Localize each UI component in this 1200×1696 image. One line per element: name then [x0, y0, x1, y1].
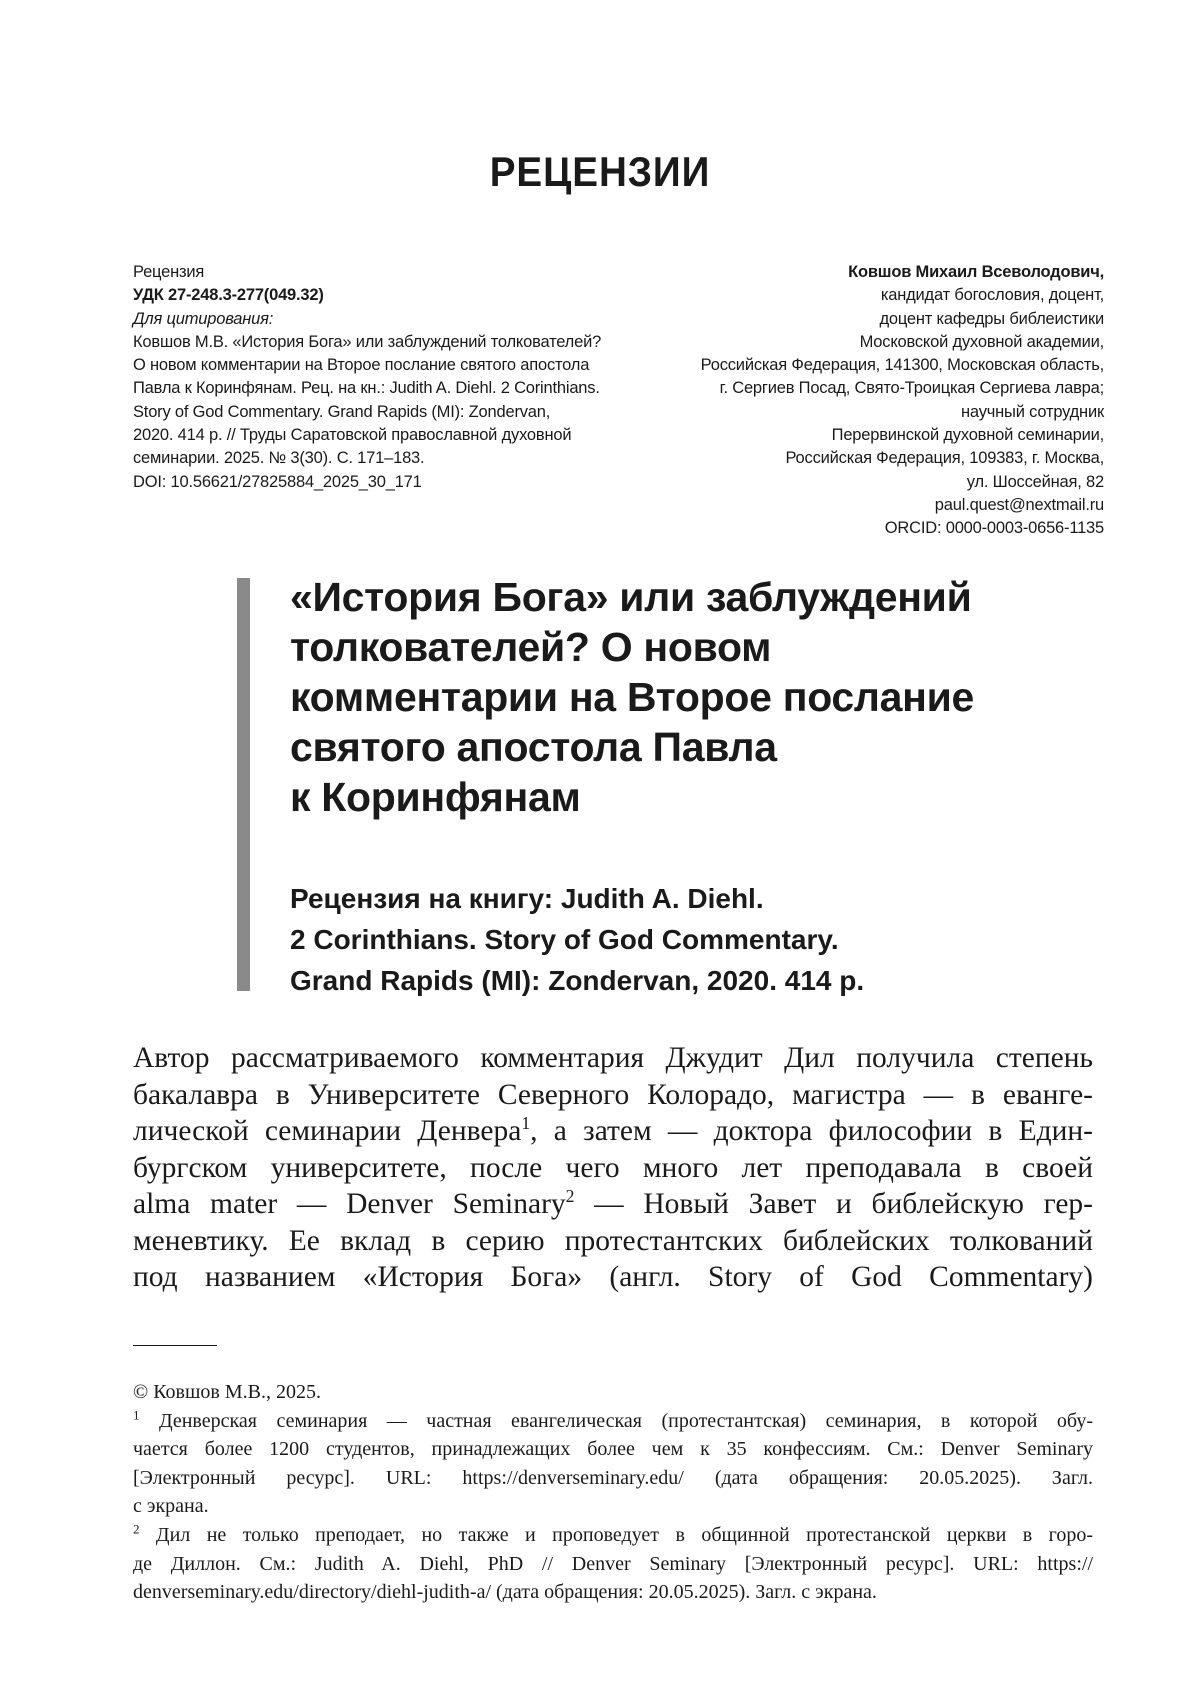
reviewed-book-line: Grand Rapids (MI): Zondervan, 2020. 414 p. [290, 965, 865, 996]
body-line: под названием «История Бога» (англ. Story of God Commentary) [133, 1261, 1093, 1293]
title-accent-bar [237, 578, 250, 991]
author-line: г. Сергиев Посад, Свято-Троицкая Сергиева лавра; [719, 379, 1104, 398]
udk-code: УДК 27-248.3-277(049.32) [133, 286, 324, 305]
title-line: к Коринфянам [290, 774, 581, 820]
citation-line: Павла к Коринфянам. Рец. на кн.: Judith A. Diehl. 2 Corinthians. [133, 379, 600, 398]
body-fragment: — Новый Завет и библейскую гер- [574, 1188, 1093, 1220]
body-line: меневтику. Ее вклад в серию протестантских библейских толкований [133, 1224, 1093, 1257]
author-email[interactable]: paul.quest@nextmail.ru [934, 495, 1104, 514]
footnote-divider [133, 1345, 217, 1346]
author-line: научный сотрудник [961, 402, 1104, 421]
body-line [133, 1186, 1093, 1223]
author-orcid: ORCID: 0000-0003-0656-1135 [884, 519, 1104, 538]
body-text [133, 1040, 1093, 1296]
author-line: кандидат богословия, доцент, [880, 286, 1104, 305]
footnote-2-line: denverseminary.edu/directory/diehl-judith-a/ (дата обращения: 20.05.2025). Загл. с экрана. [133, 1581, 877, 1604]
body-fragment: alma mater — Denver Seminary [133, 1188, 566, 1220]
citation-line: Story of God Commentary. Grand Rapids (MI): Zondervan, [133, 402, 551, 421]
article-type: Рецензия [133, 263, 205, 281]
citation-block [133, 261, 643, 494]
footnote-1-mark: 1 [133, 1406, 140, 1422]
author-line: Российская Федерация, 109383, г. Москва, [785, 449, 1104, 468]
citation-label: Для цитирования: [133, 309, 274, 328]
body-line: Автор рассматриваемого комментария Джудит Дил получила степень [133, 1042, 1093, 1074]
footnotes [133, 1378, 1093, 1607]
citation-line: 2020. 414 p. // Труды Саратовской православной духовной [133, 426, 572, 445]
section-title: РЕЦЕНЗИИ [489, 148, 711, 195]
doi: DOI: 10.56621/27825884_2025_30_171 [133, 472, 422, 491]
footnote-1-line: с экрана. [133, 1495, 209, 1518]
footnote-2-line [133, 1521, 1093, 1550]
title-line: святого апостола Павла [290, 724, 777, 770]
footnote-ref-2[interactable]: 2 [565, 1186, 575, 1207]
body-line [133, 1113, 1093, 1150]
author-line: Перервинской духовной семинарии, [831, 426, 1104, 445]
citation-line: семинарии. 2025. № 3(30). С. 171–183. [133, 449, 425, 468]
author-line: Московской духовной академии, [859, 332, 1104, 351]
author-line: доцент кафедры библеистики [879, 309, 1104, 328]
body-fragment: , а затем — доктора философии в Един- [530, 1115, 1093, 1147]
author-name: Ковшов Михаил Всеволодович, [848, 263, 1104, 281]
author-block [584, 261, 1104, 541]
footnote-ref-1[interactable]: 1 [521, 1113, 531, 1134]
footnote-2-line: де Диллон. См.: Judith A. Diehl, PhD // Denver Seminary [Электронный ресурс]. URL: https:// [133, 1552, 1093, 1575]
title-line: комментарии на Второе послание [290, 674, 975, 720]
reviewed-book [290, 878, 1120, 1001]
footnote-1-line: чается более 1200 студентов, принадлежащих более чем к 35 конфессиям. См.: Denver Seminary [133, 1438, 1093, 1461]
body-fragment: лической семинарии Денвера [133, 1115, 522, 1147]
title-line: «История Бога» или заблуждений [290, 574, 972, 620]
copyright: © Ковшов М.В., 2025. [133, 1381, 321, 1403]
reviewed-book-line: 2 Corinthians. Story of God Commentary. [290, 924, 839, 955]
footnote-1-text: Денверская семинария — частная евангелическая (протестантская) семинария, в которой обу- [139, 1409, 1093, 1432]
article-title [290, 572, 1120, 822]
footnote-2-mark: 2 [133, 1521, 140, 1537]
reviewed-book-line: Рецензия на книгу: Judith A. Diehl. [290, 883, 764, 914]
body-line: бургском университете, после чего много лет преподавала в своей [133, 1151, 1093, 1184]
citation-line: О новом комментарии на Второе послание святого апостола [133, 356, 590, 375]
author-line: Российская Федерация, 141300, Московская область, [700, 356, 1104, 375]
title-line: толкователей? О новом [290, 624, 772, 670]
author-line: ул. Шоссейная, 82 [966, 472, 1104, 491]
footnote-1-line [133, 1407, 1093, 1436]
body-line: бакалавра в Университете Северного Колорадо, магистра — в еванге- [133, 1078, 1093, 1111]
footnote-2-text: Дил не только преподает, но также и проповедует в общинной протестанской церкви в горо- [139, 1523, 1093, 1546]
citation-line: Ковшов М.В. «История Бога» или заблуждений толкователей? [133, 332, 602, 351]
footnote-1-line: [Электронный ресурс]. URL: https://denverseminary.edu/ (дата обращения: 20.05.2025). Загл. [133, 1466, 1093, 1489]
